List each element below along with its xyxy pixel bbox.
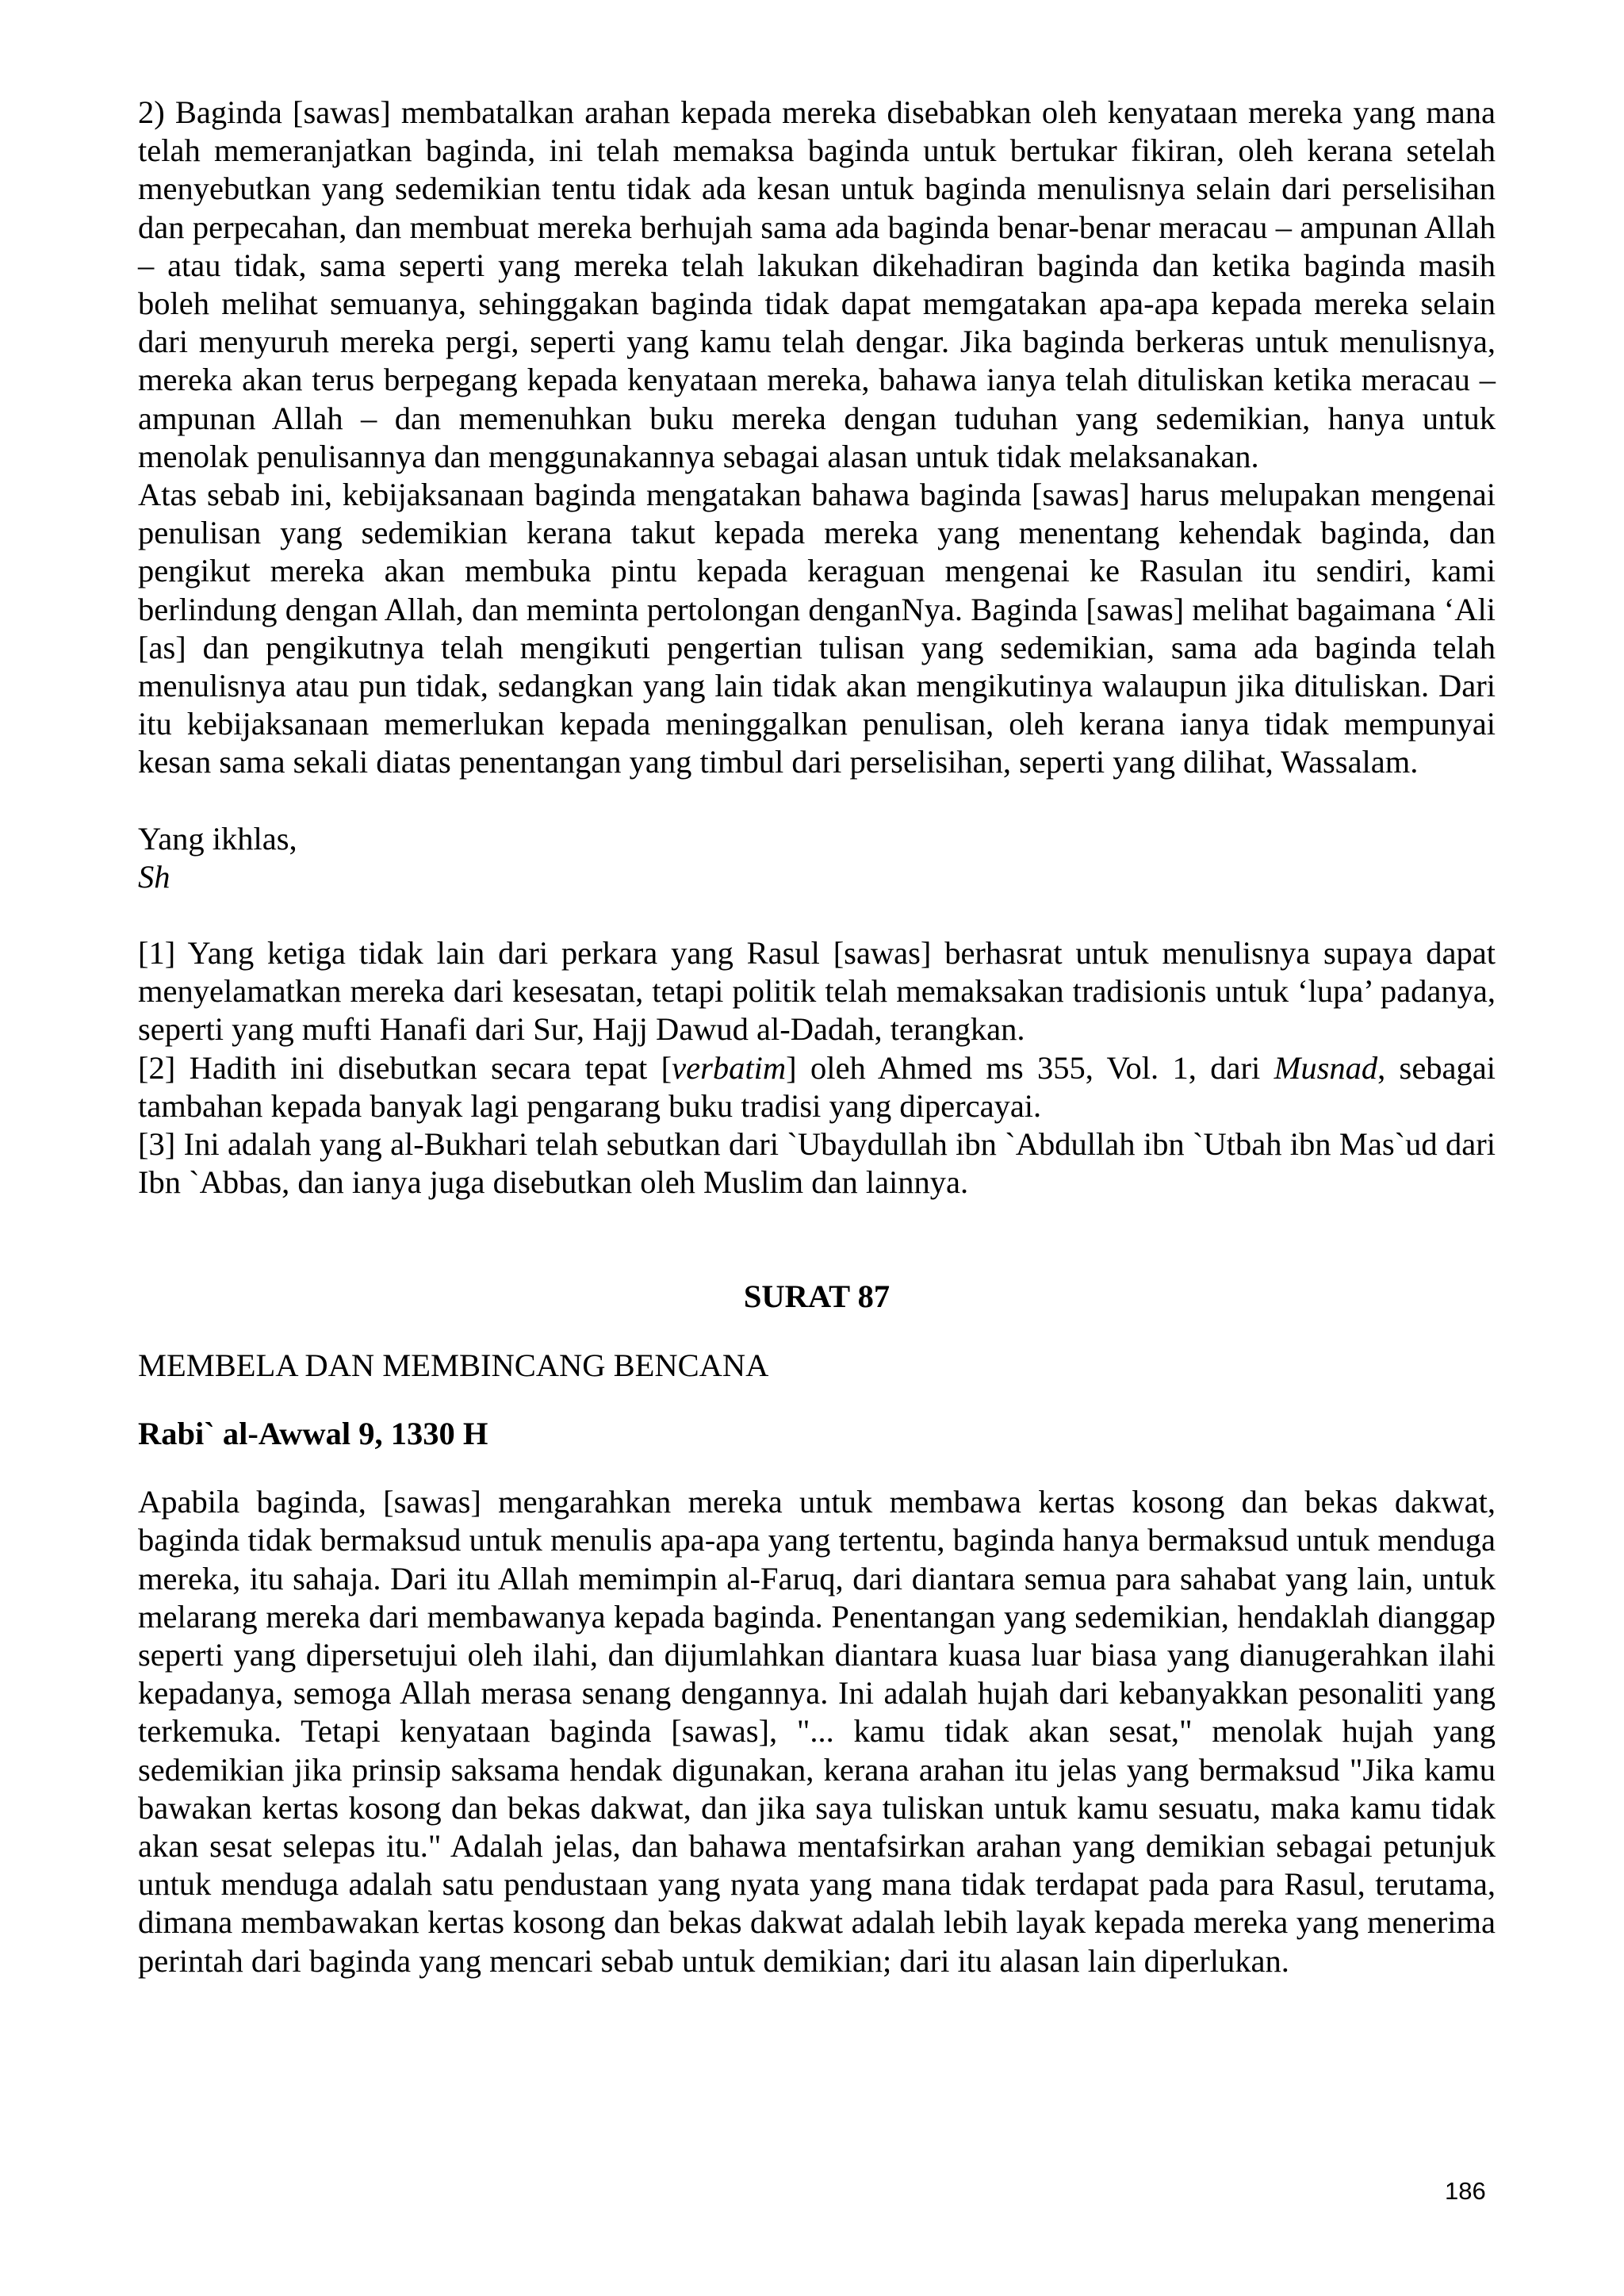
spacer	[138, 1453, 1496, 1483]
spacer	[138, 896, 1496, 934]
spacer	[138, 782, 1496, 820]
footnote-2-musnad: Musnad	[1274, 1049, 1378, 1086]
page-content	[138, 94, 1496, 1980]
spacer	[138, 1317, 1496, 1347]
footnote-2-text: [2] Hadith ini disebutkan secara tepat [	[138, 1049, 672, 1086]
letter-body: Apabila baginda, [sawas] mengarahkan mereka untuk membawa kertas kosong dan bekas dakwat, baginda tidak bermaksud untuk menulis apa-apa yang tertentu, baginda hanya bermaksud untuk menduga mereka, itu sahaja. Dari itu Allah memimpin al-Faruq, dari diantara semua para sahabat yang lain, untuk melarang mereka dari membawanya kepada baginda. Penentangan yang sedemikian, hendaklah dianggap seperti yang dipersetujui oleh ilahi, dan dijumlahkan diantara kuasa luar biasa yang dianugerahkan ilahi kepadanya, semoga Allah merasa senang dengannya. Ini adalah hujah dari kebanyakkan pesonaliti yang terkemuka. Tetapi kenyataan baginda [sawas], "... kamu tidak akan sesat," menolak hujah yang sedemikian jika prinsip saksama hendak digunakan, kerana arahan itu jelas yang bermaksud "Jika kamu bawakan kertas kosong dan bekas dakwat, dan jika saya tuliskan untuk kamu sesuatu, maka kamu tidak akan sesat selepas itu." Adalah jelas, dan bahawa mentafsirkan arahan yang demikian sebagai petunjuk untuk menduga adalah satu pendustaan yang nyata yang mana tidak terdapat pada para Rasul, terutama, dimana membawakan kertas kosong dan bekas dakwat adalah lebih layak kepada mereka yang menerima perintah dari baginda yang mencari sebab untuk demikian; dari itu alasan lain diperlukan.	[138, 1484, 1496, 1979]
footnote-2-verbatim: verbatim	[672, 1049, 787, 1086]
page-number: 186	[1445, 2177, 1486, 2205]
paragraph-wisdom: Atas sebab ini, kebijaksanaan baginda mengatakan bahawa baginda [sawas] harus melupakan mengenai penulisan yang sedemikian kerana takut kepada mereka yang menentang kehendak baginda, dan pengikut mereka akan membuka pintu kepada keraguan mengenai ke Rasulan itu sendiri, kami berlindung dengan Allah, dan meminta pertolongan denganNya. Baginda [sawas] melihat bagaimana ‘Ali [as] dan pengikutnya telah mengikuti pengertian tulisan yang sedemikian, sama ada baginda telah menulisnya atau pun tidak, sedangkan yang lain tidak akan mengikutinya walaupun jika dituliskan. Dari itu kebijaksanaan memerlukan kepada meninggalkan penulisan, oleh kerana ianya tidak mempunyai kesan sama sekali diatas penentangan yang timbul dari perselisihan, seperti yang dilihat, Wassalam.	[138, 477, 1496, 780]
spacer	[138, 1385, 1496, 1415]
paragraph-point-2: 2) Baginda [sawas] membatalkan arahan kepada mereka disebabkan oleh kenyataan mereka yang mana telah memeranjatkan baginda, ini telah memaksa baginda untuk bertukar fikiran, oleh kerana setelah menyebutkan yang sedemikian tentu tidak ada kesan untuk baginda menulisnya selain dari perselisihan dan perpecahan, dan membuat mereka berhujah sama ada baginda benar-benar meracau – ampunan Allah – atau tidak, sama seperti yang mereka telah lakukan dikehadiran baginda dan ketika baginda masih boleh melihat semuanya, sehinggakan baginda tidak dapat memgatakan apa-apa kepada mereka selain dari menyuruh mereka pergi, seperti yang kamu telah dengar. Jika baginda berkeras untuk menulisnya, mereka akan terus berpegang kepada kenyataan mereka, bahawa ianya telah dituliskan ketika meracau – ampunan Allah – dan memenuhkan buku mereka dengan tuduhan yang sedemikian, hanya untuk menolak penulisannya dan menggunakannya sebagai alasan untuk tidak melaksanakan.	[138, 94, 1496, 474]
footnote-1: [1] Yang ketiga tidak lain dari perkara yang Rasul [sawas] berhasrat untuk menulisnya supaya dapat menyelamatkan mereka dari kesesatan, tetapi politik telah memaksakan tradisionis untuk ‘lupa’ padanya, seperti yang mufti Hanafi dari Sur, Hajj Dawud al-Dadah, terangkan.	[138, 935, 1496, 1048]
closing-salutation: Yang ikhlas,	[138, 820, 297, 857]
spacer	[138, 1202, 1496, 1278]
footnote-2-text: ] oleh Ahmed ms 355, Vol. 1, dari	[786, 1049, 1274, 1086]
letter-date: Rabi` al-Awwal 9, 1330 H	[138, 1415, 488, 1451]
letter-subject: MEMBELA DAN MEMBINCANG BENCANA	[138, 1347, 769, 1383]
footnote-2	[138, 1049, 1496, 1125]
letter-title: SURAT 87	[743, 1278, 891, 1315]
footnote-2-text: , sebagai tambahan kepada banyak lagi pengarang buku tradisi yang dipercayai.	[138, 1049, 1496, 1124]
footnote-3: [3] Ini adalah yang al-Bukhari telah sebutkan dari `Ubaydullah ibn `Abdullah ibn `Utbah ibn Mas`ud dari Ibn `Abbas, dan ianya juga disebutkan oleh Muslim dan lainnya.	[138, 1126, 1496, 1201]
signature: Sh	[138, 858, 170, 895]
